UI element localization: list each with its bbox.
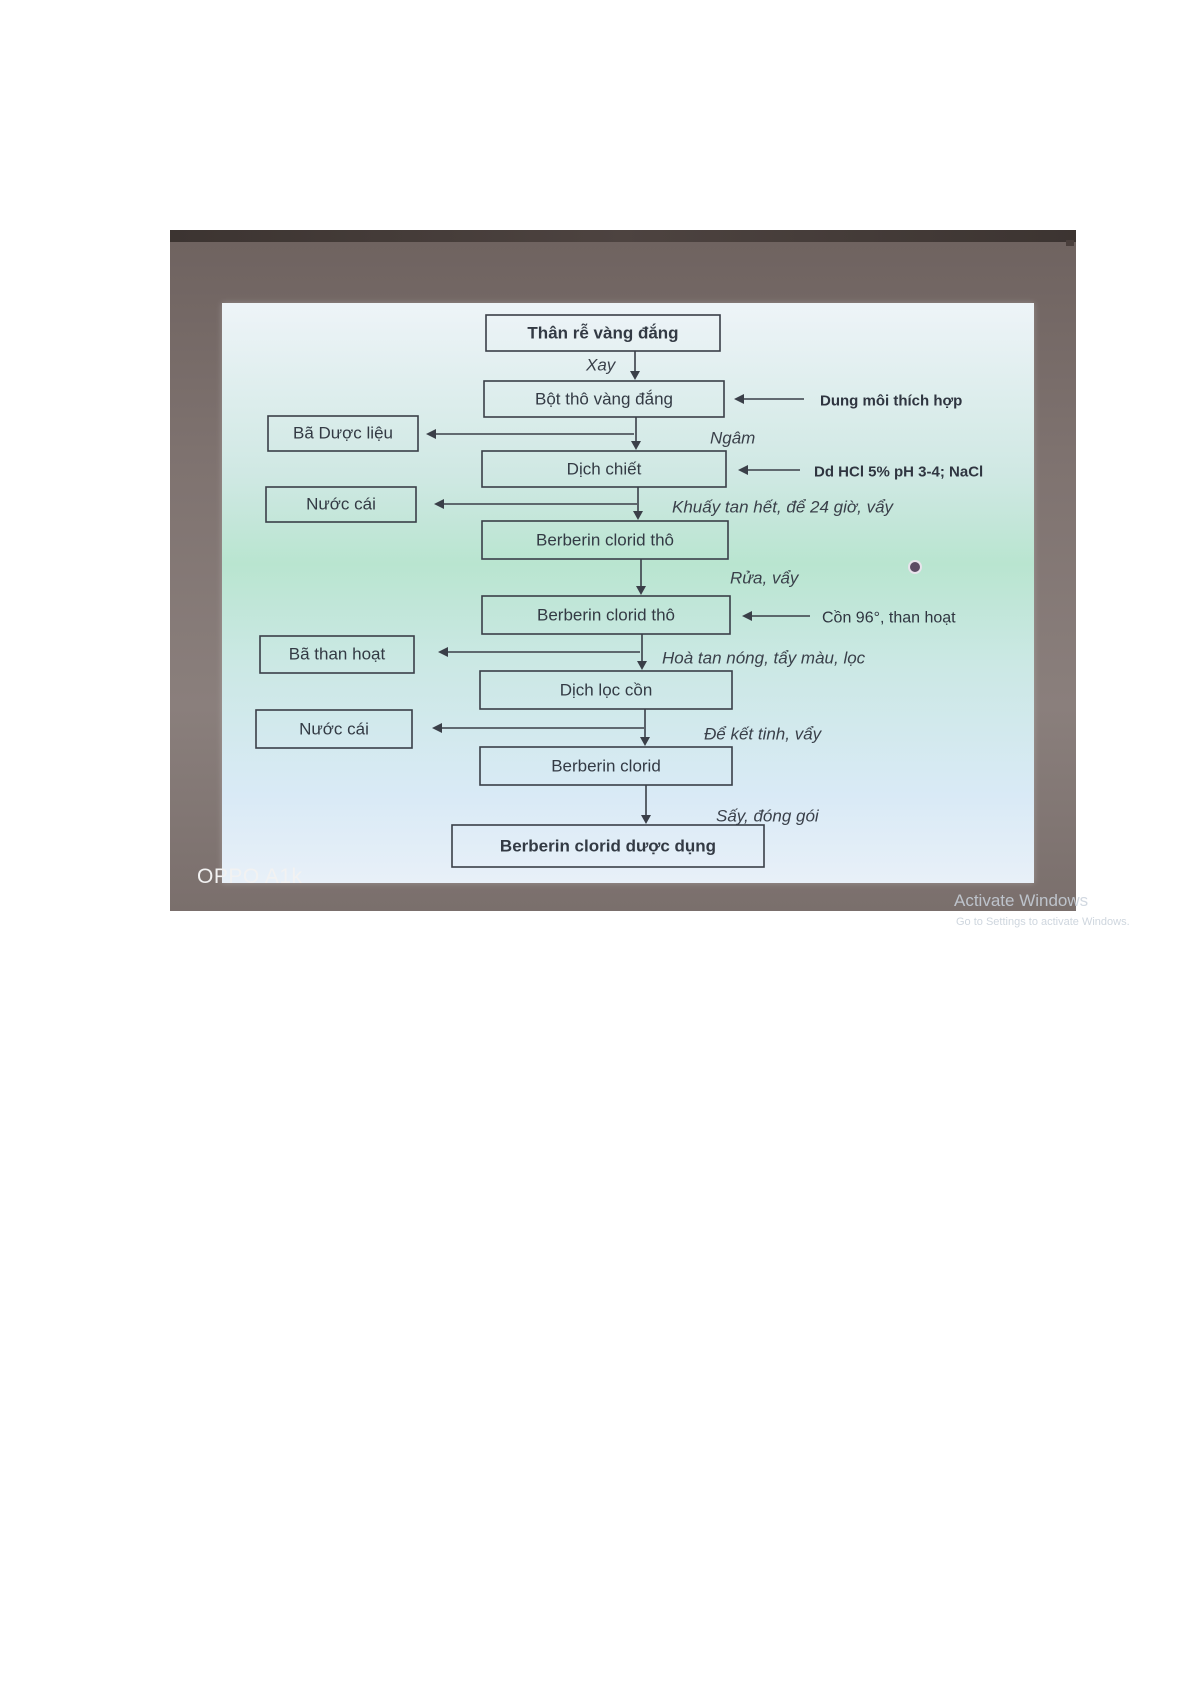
main-box-2-label: Bột thô vàng đắng [534, 389, 674, 409]
side-output-2-label: Nước cái [306, 494, 376, 514]
side-output-1-label: Bã Dược liệu [292, 423, 394, 443]
main-box-6-label: Dịch lọc cồn [559, 680, 653, 700]
main-box-7 [480, 747, 732, 785]
side-output-box-3 [260, 636, 414, 673]
down-arrow-1 [630, 351, 640, 380]
input-label-3: Cồn 96°, than hoạt [822, 609, 956, 627]
main-box-6 [480, 671, 732, 709]
left-arrow-2 [434, 499, 637, 509]
left-arrow-3 [438, 647, 640, 657]
slide-screen [222, 303, 1130, 928]
side-output-box-1 [268, 416, 418, 451]
mouse-pointer-icon [908, 560, 922, 574]
main-box-4-label: Berberin clorid thô [536, 530, 674, 550]
down-arrow-4 [636, 559, 646, 595]
side-output-4-label: Nước cái [299, 719, 369, 739]
input-arrow-1 [734, 394, 804, 404]
step-label-2: Ngâm [710, 428, 756, 448]
input-label-2: Dd HCl 5% pH 3-4; NaCl [814, 463, 984, 481]
photo-top-edge [170, 230, 1076, 242]
main-box-7-label: Berberin clorid [551, 756, 661, 776]
main-box-2 [484, 381, 724, 417]
left-arrow-4 [432, 723, 644, 733]
corner-mark [1066, 240, 1074, 246]
projected-slide-photo [170, 230, 1130, 928]
main-box-1-label: Thân rễ vàng đắng [527, 323, 679, 343]
left-arrow-1 [426, 429, 634, 439]
step-label-5: Hoà tan nóng, tẩy màu, lọc [662, 648, 866, 668]
main-box-3 [482, 451, 726, 487]
main-box-3-label: Dịch chiết [566, 459, 642, 479]
main-box-8-label: Berberin clorid dược dụng [499, 836, 717, 856]
main-box-5-label: Berberin clorid thô [537, 605, 675, 625]
step-label-3: Khuấy tan hết, để 24 giờ, vẩy [672, 497, 894, 517]
camera-watermark: OPPO A1k [197, 865, 303, 888]
input-label-1: Dung môi thích hợp [820, 392, 963, 410]
input-arrow-2 [738, 465, 800, 475]
main-box-1 [486, 315, 720, 351]
step-label-1: Xay [586, 355, 616, 375]
down-arrow-7 [641, 785, 651, 824]
main-box-5 [482, 596, 730, 634]
step-label-4: Rửa, vẩy [730, 568, 799, 588]
side-output-box-4 [256, 710, 412, 748]
flowchart [222, 303, 1034, 883]
activate-windows-watermark: Activate Windows [954, 891, 1089, 910]
step-label-6: Để kết tinh, vẩy [704, 724, 822, 744]
activate-windows-subtext: Go to Settings to activate Windows. [956, 916, 1130, 928]
step-label-7: Sấy, đóng gói [716, 806, 819, 826]
main-box-4 [482, 521, 728, 559]
side-output-box-2 [266, 487, 416, 522]
input-arrow-3 [742, 611, 810, 621]
main-box-8 [452, 825, 764, 867]
side-output-3-label: Bã than hoạt [288, 644, 386, 664]
